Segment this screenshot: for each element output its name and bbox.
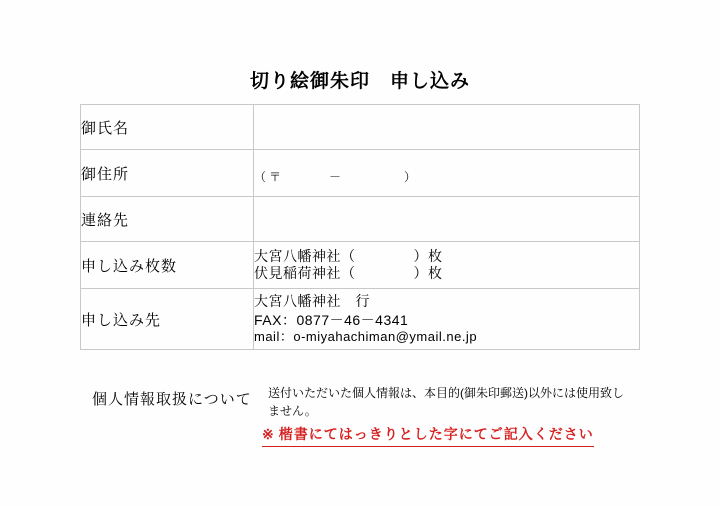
destination-fax: FAX：0877－46－4341 <box>254 311 409 328</box>
postal-code-placeholder: （〒 － ） <box>254 169 420 184</box>
table-row-contact <box>81 197 640 242</box>
row-value-name[interactable] <box>254 105 640 150</box>
table-row-name <box>81 105 640 150</box>
row-label-name: 御氏名 <box>81 105 254 150</box>
page-title: 切り絵御朱印 申し込み <box>249 71 470 92</box>
notice-banner <box>262 424 594 447</box>
quantity-line-fushimi: 伏見稲荷神社（ ）枚 <box>254 265 443 281</box>
row-label-contact: 連絡先 <box>81 197 254 242</box>
row-label-destination: 申し込み先 <box>81 289 254 350</box>
notice-text: 楷書にてはっきりとした字にてご記入ください <box>278 426 594 442</box>
destination-mail: mail：o-miyahachiman@ymail.ne.jp <box>254 328 478 344</box>
asterisk-icon: ※ <box>262 426 275 442</box>
table-row-address <box>81 150 640 197</box>
table-row-quantity <box>81 242 640 289</box>
table-row-destination <box>81 289 640 350</box>
row-value-destination <box>254 289 640 350</box>
application-form-table <box>80 104 640 350</box>
quantity-line-omiya: 大宮八幡神社（ ）枚 <box>254 247 443 264</box>
destination-shrine: 大宮八幡神社 行 <box>254 293 370 310</box>
privacy-text: 送付いただいた個人情報は、本目的(御朱印郵送)以外には使用致しません。 <box>268 386 624 418</box>
row-label-quantity: 申し込み枚数 <box>81 242 254 289</box>
row-value-quantity[interactable] <box>254 242 640 289</box>
row-value-contact[interactable] <box>254 197 640 242</box>
row-value-address[interactable] <box>254 150 640 197</box>
row-label-address: 御住所 <box>81 150 254 197</box>
privacy-label: 個人情報取扱について <box>92 391 252 408</box>
